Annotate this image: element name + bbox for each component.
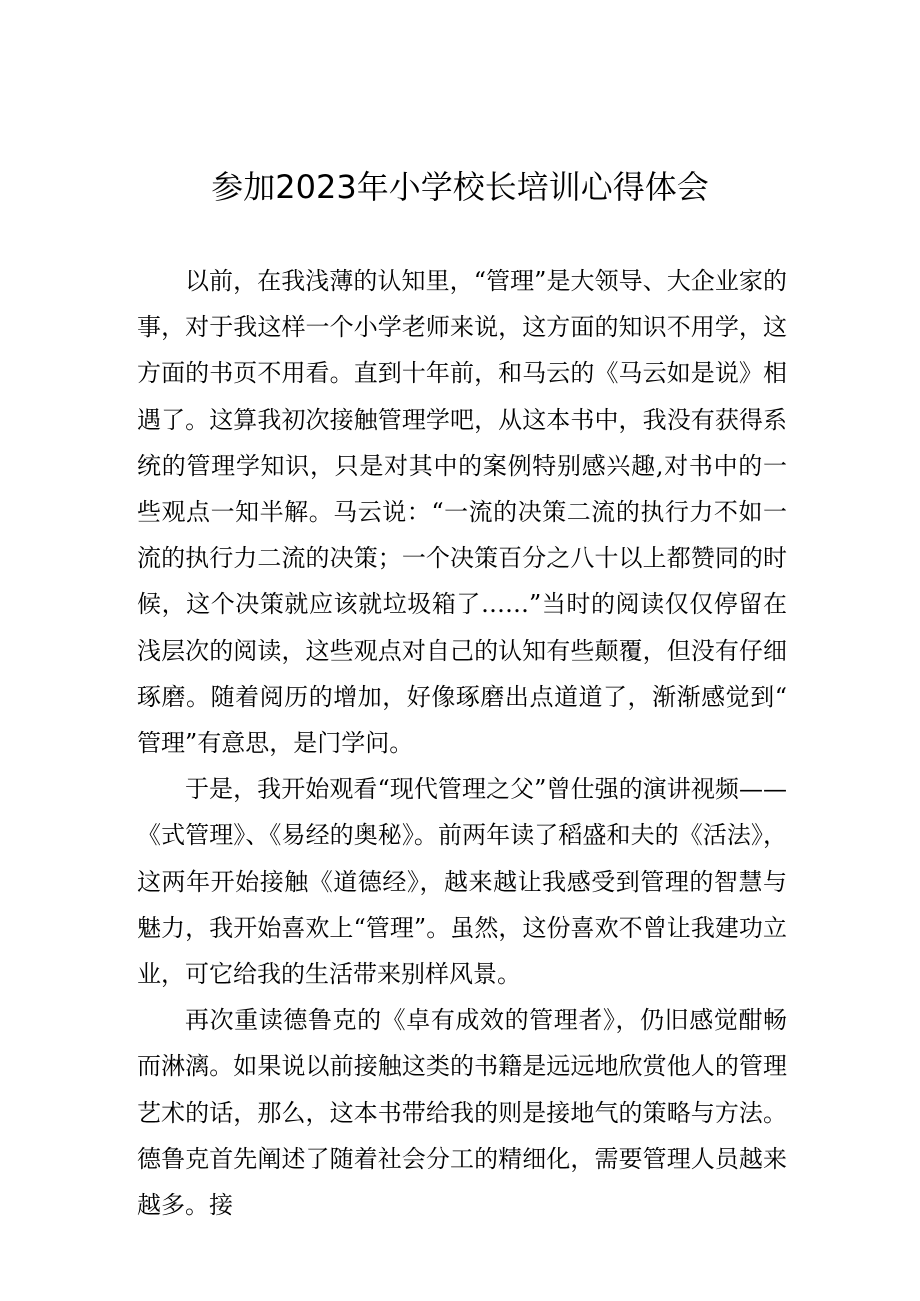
paragraph-1: 以前，在我浅薄的认知里，“管理”是大领导、大企业家的事，对于我这样一个小学老师来说，这方面的知识不用学，这方面的书页不用看。直到十年前，和马云的《马云如是说》相遇了。这算我初次接触管理学吧，从这本书中，我没有获得系统的管理学知识，只是对其中的案例特别感兴趣,对书中的一些观点一知半解。马云说：“一流的决策二流的执行力不如一流的执行力二流的决策；一个决策百分之八十以上都赞同的时候，这个决策就应该就垃圾箱了……”当时的阅读仅仅停留在浅层次的阅读，这些观点对自己的认知有些颠覆，但没有仔细琢磨。随着阅历的增加，好像琢磨出点道道了，渐渐感觉到“管理”有意思，是门学问。: [137, 267, 787, 758]
document-body: [137, 258, 787, 1228]
document-title: 参加2023年小学校长培训心得体会: [211, 168, 709, 206]
paragraph-3: 再次重读德鲁克的《卓有成效的管理者》，仍旧感觉酣畅而淋漓。如果说以前接触这类的书籍是远远地欣赏他人的管理艺术的话，那么，这本书带给我的则是接地气的策略与方法。德鲁克首先阐述了随着社会分工的精细化，需要管理人员越来越多。接: [137, 1006, 787, 1220]
paragraph-2: 于是，我开始观看“现代管理之父”曾仕强的演讲视频——《式管理》、《易经的奥秘》。前两年读了稻盛和夫的《活法》，这两年开始接触《道德经》，越来越让我感受到管理的智慧与魅力，我开始喜欢上“管理”。虽然，这份喜欢不曾让我建功立业，可它给我的生活带来别样风景。: [137, 775, 787, 989]
